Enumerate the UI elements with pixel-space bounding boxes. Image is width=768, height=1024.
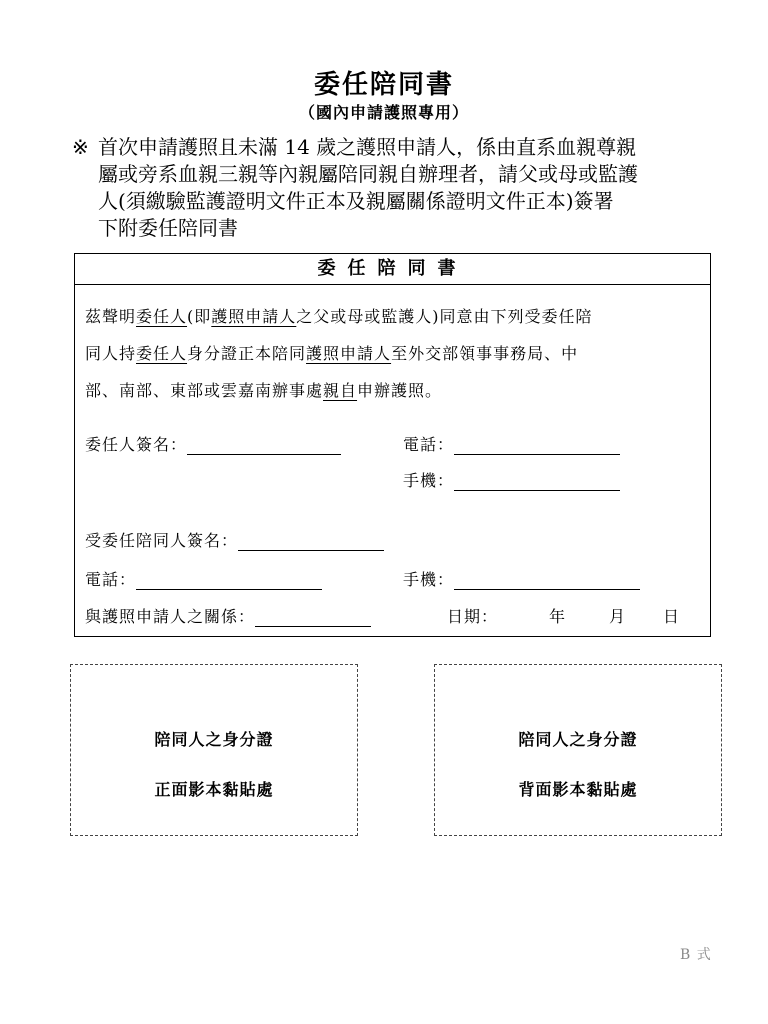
delegator-mobile-row — [403, 468, 620, 491]
delegator-phone-row — [403, 432, 620, 455]
delegate-mobile-row — [403, 567, 640, 590]
declaration-text: 之父或母或監護人)同意由下列受委任陪 — [296, 307, 593, 326]
delegate-signature-row — [85, 528, 384, 551]
underlined-term: 委任人 — [136, 307, 188, 326]
id-box-label: 陪同人之身分證 — [518, 730, 638, 749]
delegation-form-box — [74, 253, 711, 637]
relationship-row — [85, 604, 371, 627]
relationship-label: 與護照申請人之關係： — [85, 607, 256, 626]
declaration-text: 茲聲明 — [85, 307, 137, 326]
delegate-mobile-field[interactable] — [454, 573, 640, 590]
id-back-paste-area — [434, 664, 722, 836]
declaration-text: 身分證正本陪同 — [187, 344, 307, 363]
notice-line: 屬或旁系血親三親等內親屬陪同親自辦理者，請父或母或監護 — [98, 162, 638, 186]
declaration-text: 申辦護照。 — [357, 381, 443, 400]
underlined-term: 委任人 — [136, 344, 188, 363]
declaration-text: 同人持 — [85, 344, 137, 363]
notice-text — [72, 134, 726, 242]
date-label: 日期： — [447, 607, 499, 626]
delegator-signature-label: 委任人簽名： — [85, 435, 188, 454]
reference-mark: ※ — [72, 135, 89, 159]
delegator-phone-field[interactable] — [454, 438, 620, 455]
delegator-mobile-field[interactable] — [454, 474, 620, 491]
delegator-signature-row — [85, 432, 341, 455]
phone-label: 電話： — [85, 570, 137, 589]
notice-line: 首次申請護照且未滿 14 歲之護照申請人，係由直系血親尊親 — [98, 135, 637, 159]
form-type-tag: B 式 — [680, 947, 712, 963]
declaration-line — [85, 335, 705, 372]
id-box-label: 陪同人之身分證 — [154, 730, 274, 749]
form-header: 委任陪同書 — [75, 254, 710, 285]
underlined-term: 護照申請人 — [211, 307, 297, 326]
page-title: 委任陪同書 — [313, 70, 454, 100]
delegate-phone-row — [85, 567, 322, 590]
id-box-label: 正面影本黏貼處 — [154, 780, 274, 799]
declaration-line — [85, 372, 705, 409]
declaration-paragraph — [85, 298, 705, 409]
delegate-signature-field[interactable] — [238, 534, 384, 551]
underlined-term: 親自 — [323, 381, 358, 400]
day-label: 日 — [663, 607, 681, 626]
year-label: 年 — [549, 607, 567, 626]
page-subtitle: （國內申請護照專用） — [298, 103, 469, 122]
id-front-paste-area — [70, 664, 358, 836]
id-box-label: 背面影本黏貼處 — [518, 780, 638, 799]
notice-line: 下附委任陪同書 — [98, 216, 238, 240]
phone-label: 電話： — [403, 435, 455, 454]
delegate-signature-label: 受委任陪同人簽名： — [85, 531, 239, 550]
underlined-term: 護照申請人 — [306, 344, 392, 363]
mobile-label: 手機： — [403, 471, 455, 490]
notice-line: 人(須繳驗監護證明文件正本及親屬關係證明文件正本)簽署 — [98, 189, 614, 213]
mobile-label: 手機： — [403, 570, 455, 589]
delegator-signature-field[interactable] — [187, 438, 341, 455]
declaration-line — [85, 298, 705, 335]
declaration-text: 至外交部領事事務局、中 — [391, 344, 579, 363]
declaration-text: (即 — [187, 307, 212, 326]
month-label: 月 — [609, 607, 627, 626]
delegate-phone-field[interactable] — [136, 573, 322, 590]
declaration-text: 部、南部、東部或雲嘉南辦事處 — [85, 381, 324, 400]
relationship-field[interactable] — [255, 610, 371, 627]
